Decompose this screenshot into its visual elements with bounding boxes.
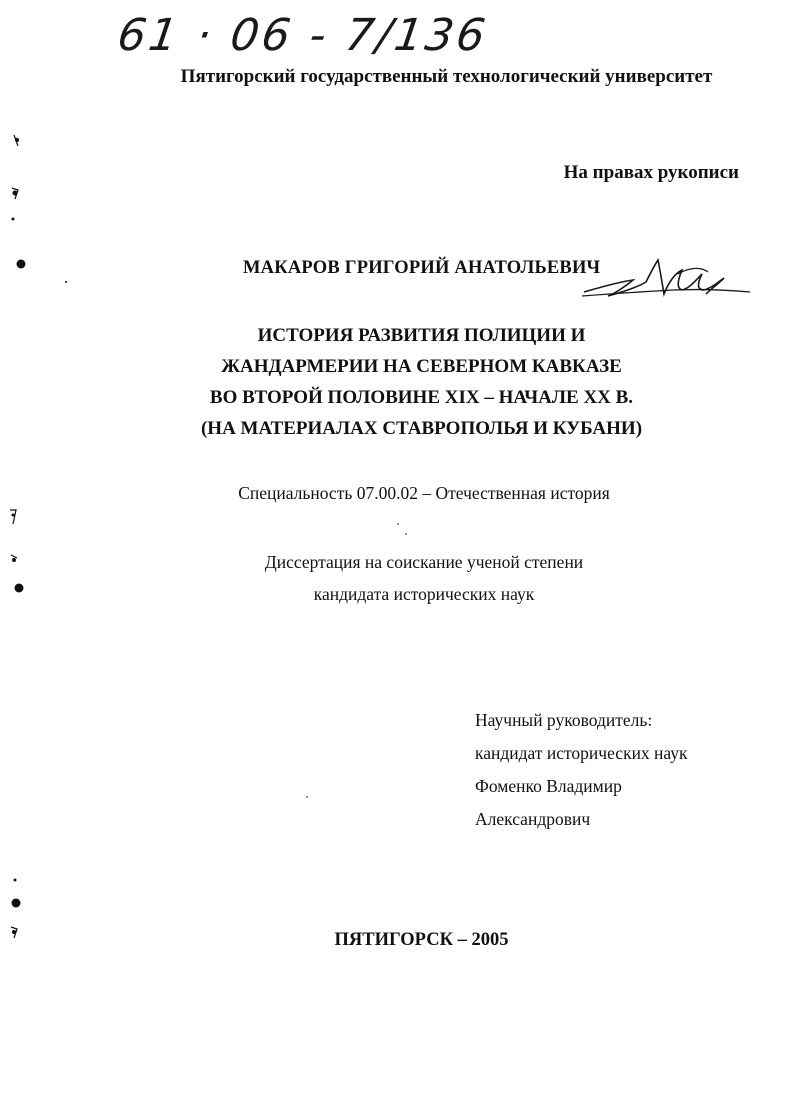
supervisor-name-line-2: Александрович	[475, 809, 591, 829]
title-line-4: (НА МАТЕРИАЛАХ СТАВРОПОЛЬЯ И КУБАНИ)	[200, 418, 643, 439]
supervisor-label: Научный руководитель:	[475, 710, 653, 730]
title-line-1: ИСТОРИЯ РАЗВИТИЯ ПОЛИЦИИ И	[257, 325, 586, 346]
manuscript-rights-note: На правах рукописи	[563, 162, 739, 183]
city-year: ПЯТИГОРСК – 2005	[334, 930, 509, 950]
supervisor-name-line-1: Фоменко Владимир	[475, 776, 622, 796]
author-name: МАКАРОВ ГРИГОРИЙ АНАТОЛЬЕВИЧ	[243, 258, 601, 278]
degree-line-1: Диссертация на соискание ученой степени	[264, 552, 584, 572]
specialty-line: Специальность 07.00.02 – Отечественная история	[238, 483, 610, 503]
supervisor-degree: кандидат исторических наук	[475, 743, 688, 763]
handwritten-catalog-code: 61 · 06 - 7/136	[114, 10, 492, 61]
degree-line-2: кандидата исторических наук	[313, 584, 535, 604]
title-line-3: ВО ВТОРОЙ ПОЛОВИНЕ XIX – НАЧАЛЕ XX В.	[209, 387, 634, 408]
title-line-2: ЖАНДАРМЕРИИ НА СЕВЕРНОМ КАВКАЗЕ	[221, 356, 622, 377]
university-name: Пятигорский государственный технологический университет	[180, 66, 713, 87]
